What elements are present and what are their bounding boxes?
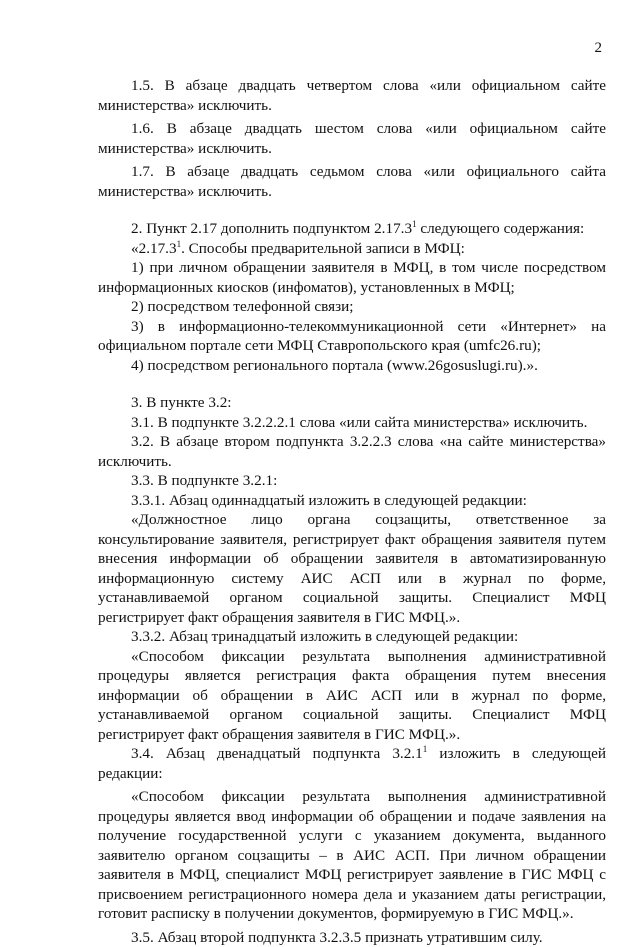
paragraph-1-5: 1.5. В абзаце двадцать четвертом слова «или официальном сайте министерства» исключить. [98,76,606,115]
paragraph-3-1: 3.1. В подпункте 3.2.2.2.1 слова «или сайта министерства» исключить. [98,413,606,433]
paragraph-2-17-3-text-after: . Способы предварительной записи в МФЦ: [181,240,465,257]
paragraph-3-4-text: 3.4. Абзац двенадцатый подпункта 3.2.1 [131,745,423,762]
paragraph-3-3-1: 3.3.1. Абзац одиннадцатый изложить в следующей редакции: [98,491,606,511]
paragraph-2-text: 2. Пункт 2.17 дополнить подпунктом 2.17.3 [131,220,412,237]
paragraph-1-7: 1.7. В абзаце двадцать седьмом слова «или официального сайта министерства» исключить. [98,162,606,201]
list-item-1: 1) при личном обращении заявителя в МФЦ, в том числе посредством информационных киосков (инфоматов), установленных в МФЦ; [98,258,606,297]
paragraph-2 [98,219,606,239]
paragraph-3: 3. В пункте 3.2: [98,393,606,413]
list-item-2: 2) посредством телефонной связи; [98,297,606,317]
paragraph-2-17-3-text: «2.17.3 [131,240,177,257]
paragraph-2-17-3 [98,239,606,259]
document-body [98,76,606,947]
paragraph-3-5: 3.5. Абзац второй подпункта 3.2.3.5 признать утратившим силу. [98,928,606,947]
paragraph-3-3: 3.3. В подпункте 3.2.1: [98,471,606,491]
paragraph-3-3-2-quote: «Способом фиксации результата выполнения административной процедуры является регистрация факта обращения путем внесения информации об обращении в АИС АСП или в журнал по форме, устанавливаемой органом социальной защиты. Специалист МФЦ регистрирует факт обращения заявителя в ГИС МФЦ.». [98,647,606,745]
paragraph-3-4-quote: «Способом фиксации результата выполнения административной процедуры является ввод информации об обращении и подаче заявления на получение государственной услуги с указанием документа, выданного заявителю органом соцзащиты – в АИС АСП. При личном обращении заявителя в МФЦ, специалист МФЦ регистрирует заявление в ГИС МФЦ с присвоением регистрационного номера дела и указанием даты регистрации, готовит расписку в получении документов, формируемую в ГИС МФЦ.». [98,787,606,924]
paragraph-1-6: 1.6. В абзаце двадцать шестом слова «или официальном сайте министерства» исключить. [98,119,606,158]
paragraph-3-4-text-after: изложить в следующей редакции: [98,745,606,782]
list-item-3: 3) в информационно-телекоммуникационной сети «Интернет» на официальном портале сети МФЦ Ставропольского края (umfc26.ru); [98,317,606,356]
paragraph-3-4 [98,744,606,783]
paragraph-3-3-2: 3.3.2. Абзац тринадцатый изложить в следующей редакции: [98,627,606,647]
paragraph-3-3-1-quote: «Должностное лицо органа соцзащиты, ответственное за консультирование заявителя, регистрирует факт обращения заявителя путем внесения информации об обращении заявителя в автоматизированную информационную систему АИС АСП или в журнал по форме, устанавливаемой органом социальной защиты. Специалист МФЦ регистрирует факт обращения заявителя в ГИС МФЦ.». [98,510,606,627]
paragraph-3-2: 3.2. В абзаце втором подпункта 3.2.2.3 слова «на сайте министерства» исключить. [98,432,606,471]
paragraph-2-text-after: следующего содержания: [417,220,585,237]
superscript: 1 [423,744,428,754]
superscript: 1 [412,219,417,229]
list-item-4: 4) посредством регионального портала (www.26gosuslugi.ru).». [98,356,606,376]
page-number: 2 [595,40,603,57]
superscript: 1 [177,239,182,249]
